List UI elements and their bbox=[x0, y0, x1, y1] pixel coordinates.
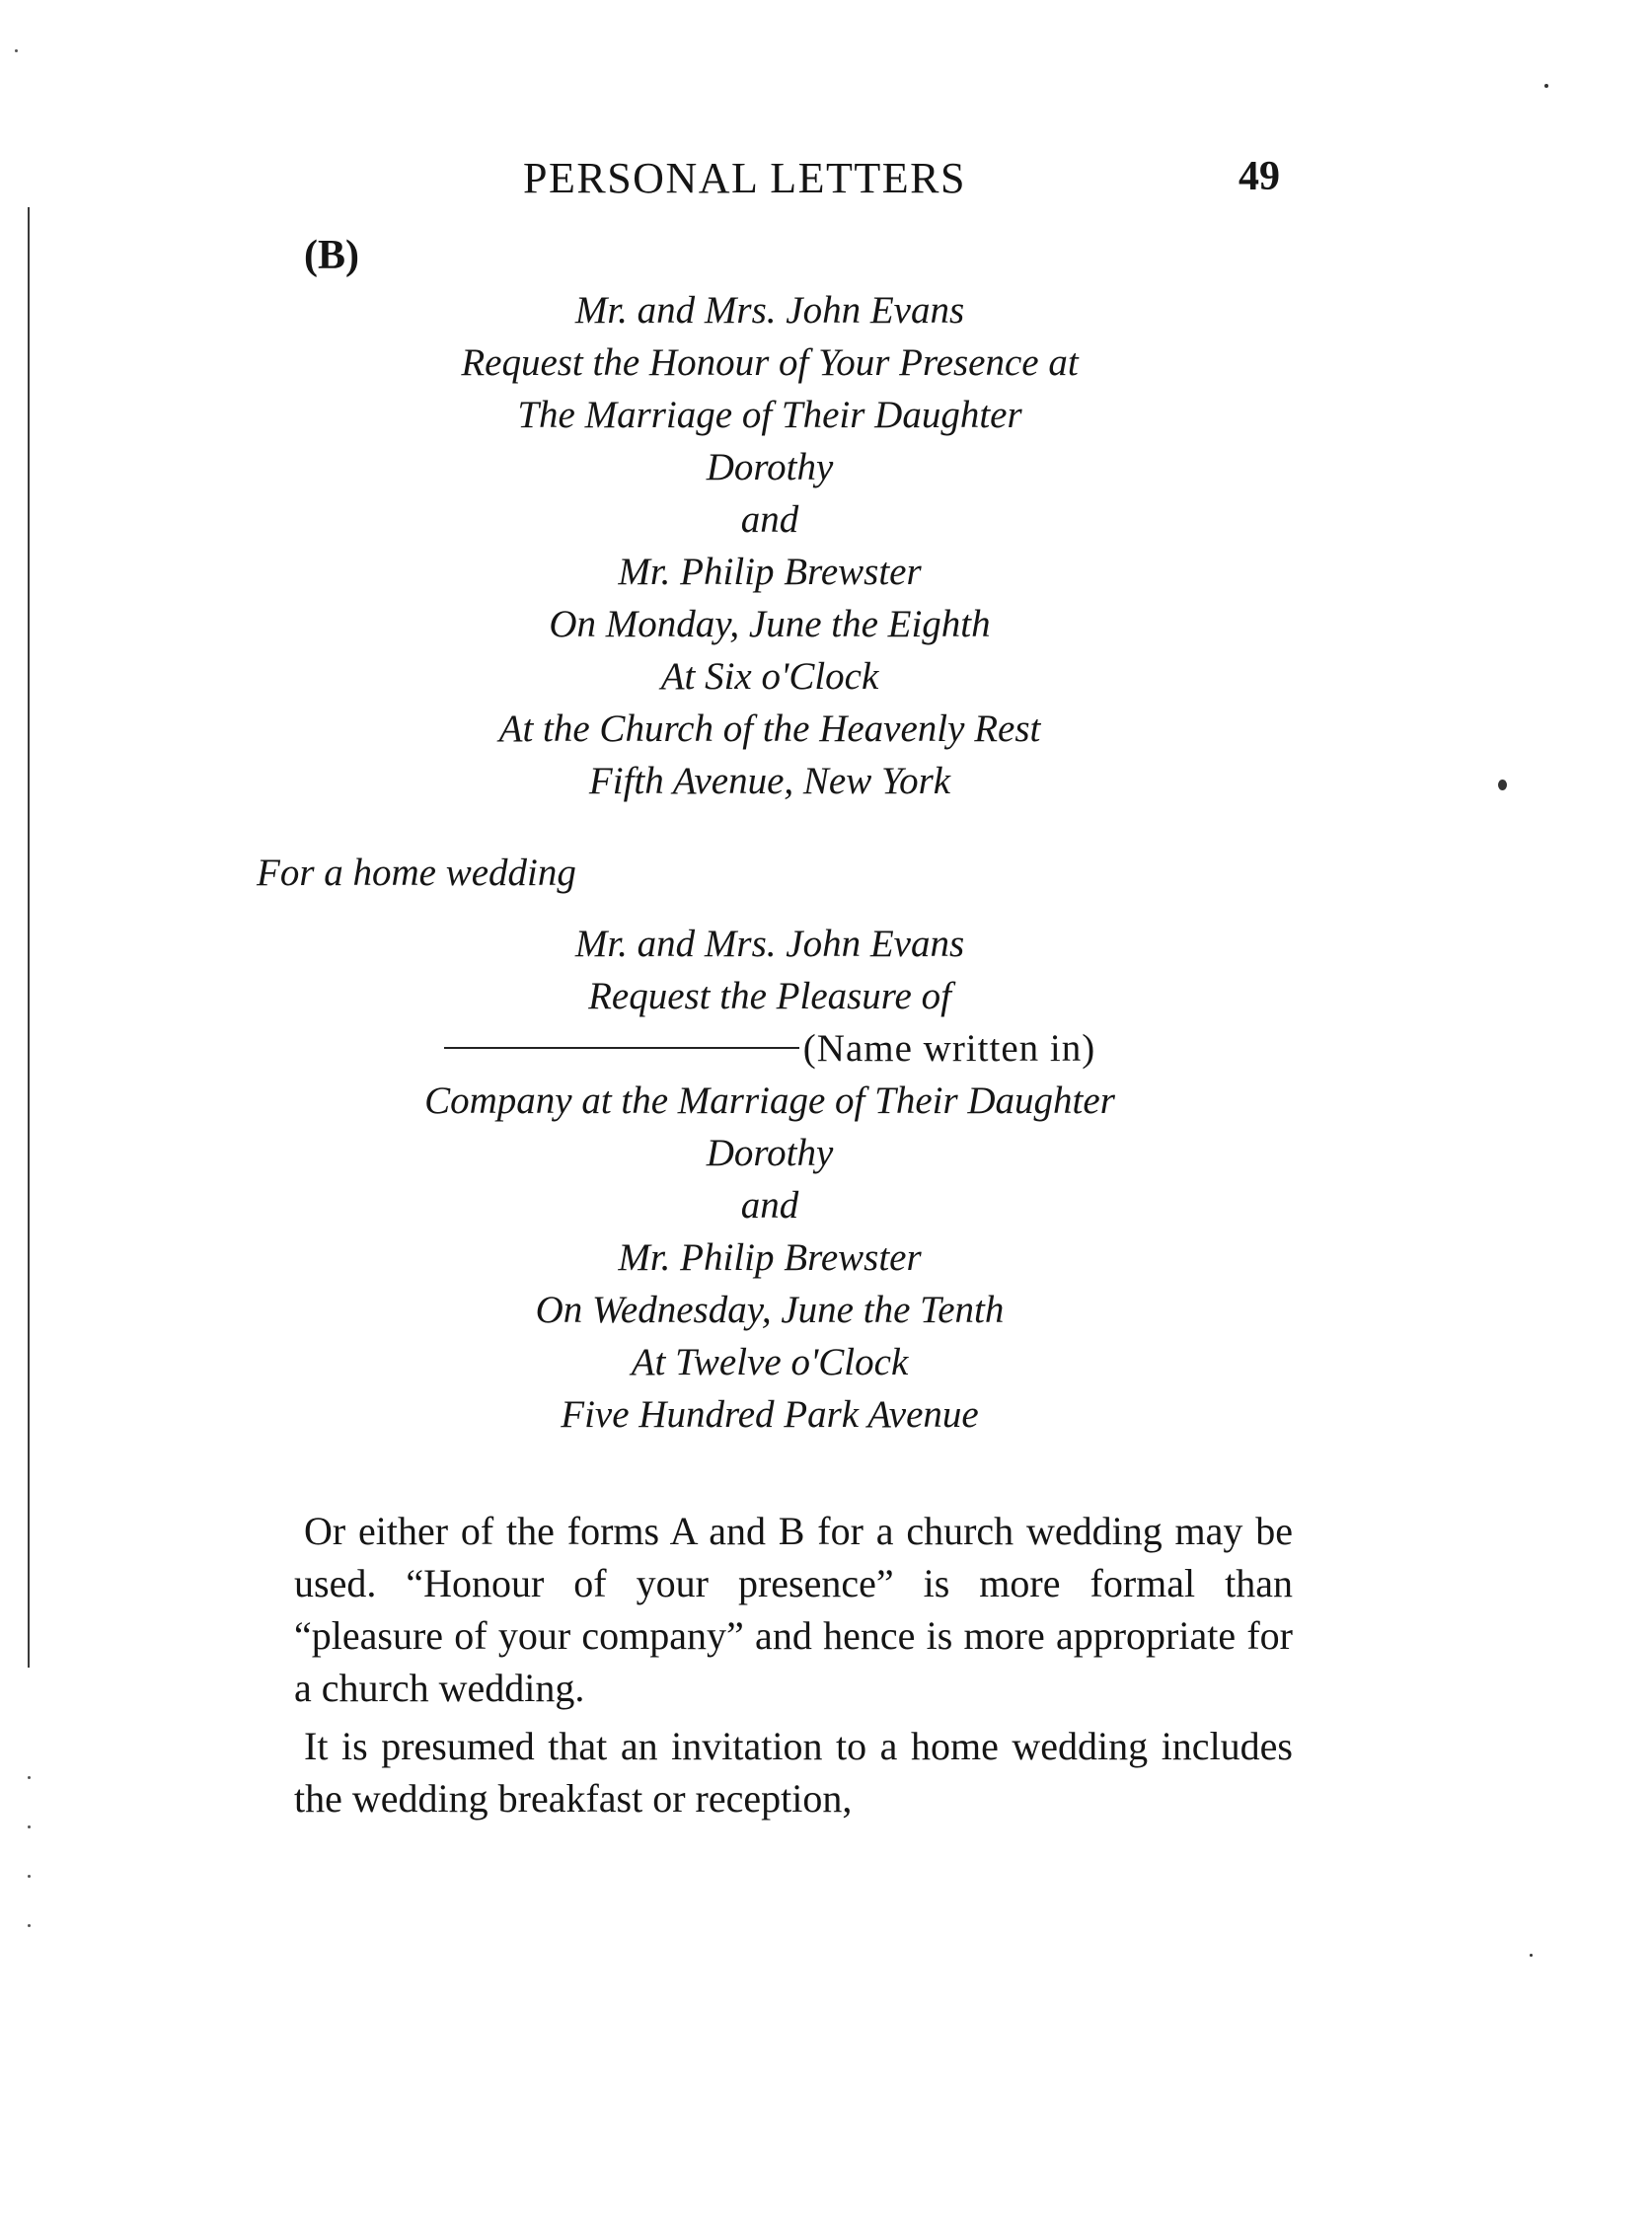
invitation-line: On Wednesday, June the Tenth bbox=[535, 1289, 1005, 1331]
page-number: 49 bbox=[1239, 154, 1280, 199]
body-text bbox=[294, 1505, 1293, 1830]
invitation-line: and bbox=[740, 498, 799, 541]
form-label: (B) bbox=[304, 233, 359, 278]
paragraph: It is presumed that an invitation to a home wedding includes the wedding breakfast or reception, bbox=[294, 1724, 1293, 1821]
blank-rule bbox=[444, 1047, 799, 1049]
invitation-line: Company at the Marriage of Their Daughter bbox=[424, 1079, 1115, 1122]
invitation-line: At the Church of the Heavenly Rest bbox=[498, 707, 1041, 750]
name-placeholder: (Name written in) bbox=[802, 1027, 1096, 1070]
invitation-line: Request the Pleasure of bbox=[588, 975, 951, 1017]
invitation-home-wedding bbox=[316, 918, 1224, 1441]
invitation-line: The Marriage of Their Daughter bbox=[517, 394, 1022, 436]
running-head: PERSONAL LETTERS bbox=[523, 154, 966, 202]
invitation-form-b bbox=[316, 284, 1224, 807]
name-blank-line bbox=[316, 1022, 1224, 1075]
scan-speck bbox=[28, 1776, 31, 1779]
invitation-line: Dorothy bbox=[706, 1132, 834, 1174]
paragraph: Or either of the forms A and B for a church wedding may be used. “Honour of your presence” is more formal than “pleasure of your company” and hence is more appropriate for a church wedding. bbox=[294, 1509, 1293, 1710]
invitation-line: and bbox=[740, 1184, 799, 1227]
scan-edge-line bbox=[28, 207, 30, 1668]
invitation-line: At Twelve o'Clock bbox=[631, 1341, 909, 1383]
scan-speck bbox=[1498, 780, 1507, 790]
scan-speck bbox=[1530, 1954, 1533, 1957]
scan-speck bbox=[1544, 84, 1548, 88]
invitation-line: Mr. Philip Brewster bbox=[618, 1236, 922, 1279]
scan-speck bbox=[28, 1924, 31, 1927]
invitation-line: Mr. and Mrs. John Evans bbox=[574, 923, 965, 965]
invitation-line: Request the Honour of Your Presence at bbox=[461, 341, 1079, 384]
invitation-line: At Six o'Clock bbox=[660, 655, 879, 698]
invitation-line: Mr. and Mrs. John Evans bbox=[574, 289, 965, 332]
home-wedding-subhead: For a home wedding bbox=[257, 852, 576, 894]
invitation-line: Five Hundred Park Avenue bbox=[561, 1393, 979, 1436]
scan-speck bbox=[28, 1825, 31, 1828]
invitation-line: On Monday, June the Eighth bbox=[549, 603, 991, 645]
scan-speck bbox=[15, 49, 18, 52]
invitation-line: Mr. Philip Brewster bbox=[618, 551, 922, 593]
scan-speck bbox=[28, 1875, 31, 1878]
invitation-line: Dorothy bbox=[706, 446, 834, 488]
invitation-line: Fifth Avenue, New York bbox=[588, 760, 951, 802]
